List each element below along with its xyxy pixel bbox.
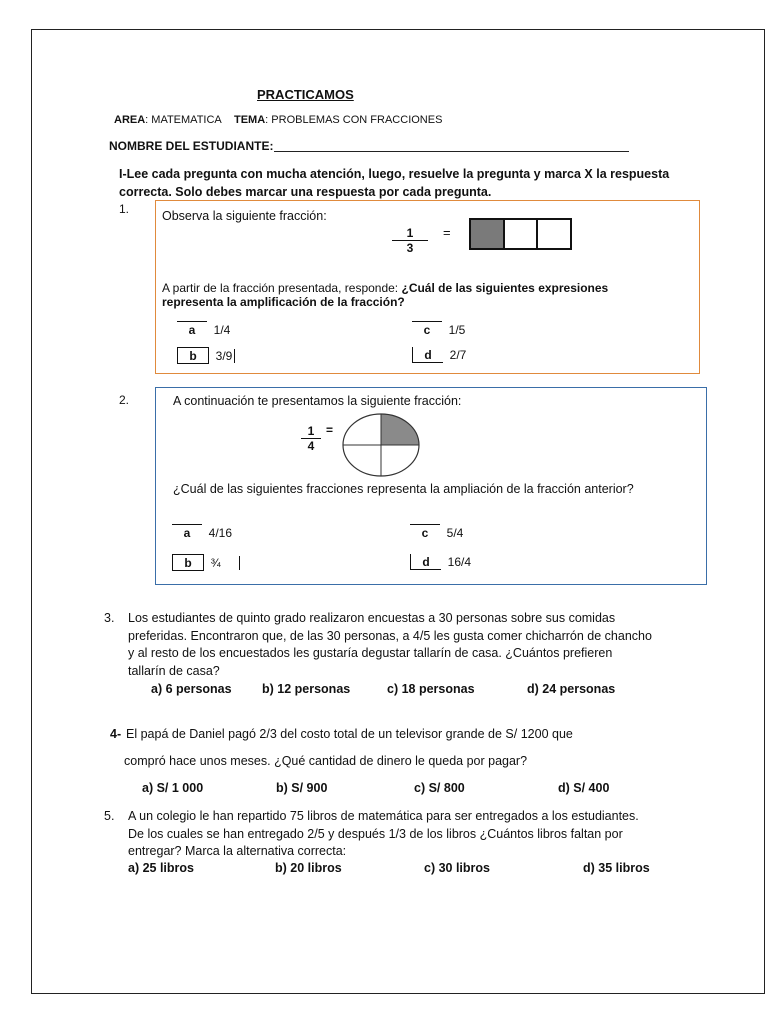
- q2-question: ¿Cuál de las siguientes fracciones representa la ampliación de la fracción anterior?: [173, 482, 634, 496]
- q1-option-d-text: 2/7: [449, 348, 467, 362]
- q2-number: 2.: [119, 393, 130, 407]
- q2-option-c-letter: c: [410, 524, 440, 540]
- page-title: PRACTICAMOS: [257, 87, 354, 102]
- q4-answer-b[interactable]: b) S/ 900: [276, 781, 328, 795]
- q5-answer-d[interactable]: d) 35 libros: [583, 861, 650, 875]
- q3-number: 3.: [104, 611, 115, 625]
- student-name-label: NOMBRE DEL ESTUDIANTE:: [109, 139, 274, 153]
- q1-fraction-numerator: 1: [406, 226, 414, 240]
- q2-option-c[interactable]: [410, 524, 463, 540]
- q5-text: A un colegio le han repartido 75 libros de matemática para ser entregados a los estudiantes. De los cuales se han entregado 2/5 y después 1/3 de los libros ¿Cuántos libros faltan por entregar? Marca la alternativa correcta:: [128, 809, 639, 858]
- tema-label: TEMA: [234, 114, 266, 126]
- q2-option-a-letter: a: [172, 524, 202, 540]
- q1-option-c-letter: c: [412, 321, 442, 337]
- q3-answer-a[interactable]: a) 6 personas: [151, 682, 232, 696]
- q1-option-a-text: 1/4: [213, 323, 231, 337]
- q2-box: [155, 387, 707, 585]
- q1-prompt: Observa la siguiente fracción:: [162, 209, 327, 223]
- q2-option-b-text: ¾: [210, 556, 221, 570]
- q1-diagram-part: [505, 220, 539, 248]
- q1-option-c[interactable]: [412, 321, 465, 337]
- q1-number: 1.: [119, 202, 130, 216]
- q1-option-b-text: 3/9: [215, 349, 233, 363]
- q2-fraction-numerator: 1: [307, 424, 315, 438]
- q1-option-a-letter: a: [177, 321, 207, 337]
- q3-answer-b[interactable]: b) 12 personas: [262, 682, 351, 696]
- student-name-field[interactable]: [274, 151, 629, 152]
- q3-answer-c[interactable]: c) 18 personas: [387, 682, 475, 696]
- q1-option-d-letter: d: [412, 347, 443, 363]
- q2-circle-diagram: [341, 412, 421, 478]
- instructions: I-Lee cada pregunta con mucha atención, luego, resuelve la pregunta y marca X la respuesta correcta. Solo debes marcar una respuesta por cada pregunta.: [119, 167, 670, 199]
- q4-number: 4-: [110, 727, 122, 741]
- subject-line: [114, 114, 442, 126]
- q5-number: 5.: [104, 809, 115, 823]
- q2-fraction-denominator: 4: [301, 438, 321, 453]
- q1-option-c-text: 1/5: [448, 323, 466, 337]
- q4-line-2: compró hace unos meses. ¿Qué cantidad de dinero le queda por pagar?: [124, 754, 528, 768]
- q1-diagram-shaded-part: [471, 220, 505, 248]
- area-value: : MATEMATICA: [145, 114, 222, 126]
- q1-option-a[interactable]: [177, 321, 230, 337]
- q5-answer-c[interactable]: c) 30 libros: [424, 861, 490, 875]
- q2-fraction: [301, 424, 321, 453]
- area-label: AREA: [114, 114, 146, 126]
- q2-option-b-letter: b: [172, 554, 204, 571]
- q1-equals: =: [443, 225, 451, 240]
- q2-equals: =: [326, 423, 334, 437]
- q2-option-d-text: 16/4: [447, 555, 472, 569]
- q1-option-b-letter: b: [177, 347, 209, 364]
- q3-text: Los estudiantes de quinto grado realizaron encuestas a 30 personas sobre sus comidas preferidas. Encontraron que, de las 30 personas, a 4/5 les gusta comer chicharrón de chancho y al resto de los encuestados les gustaría degustar tallarín de casa. ¿Cuántos prefieren tallarín de casa?: [128, 611, 652, 678]
- q1-question-plain: A partir de la fracción presentada, responde:: [162, 281, 402, 295]
- q5-answer-a[interactable]: a) 25 libros: [128, 861, 194, 875]
- q1-box: [155, 200, 700, 374]
- q4-answer-c[interactable]: c) S/ 800: [414, 781, 465, 795]
- q4-answer-a[interactable]: a) S/ 1 000: [142, 781, 204, 795]
- q4-line-1: El papá de Daniel pagó 2/3 del costo total de un televisor grande de S/ 1200 que: [126, 727, 573, 741]
- q3-answer-d[interactable]: d) 24 personas: [527, 682, 616, 696]
- q2-option-c-text: 5/4: [446, 526, 464, 540]
- q2-option-b[interactable]: [172, 554, 240, 571]
- q1-option-b[interactable]: [177, 347, 235, 364]
- q5-answer-b[interactable]: b) 20 libros: [275, 861, 342, 875]
- q2-option-d[interactable]: [410, 554, 471, 570]
- q1-fraction: [392, 226, 428, 255]
- q1-question-bold: ¿Cuál de las siguientes expresiones representa la amplificación de la fracción?: [162, 281, 609, 309]
- q2-option-d-letter: d: [410, 554, 441, 570]
- q1-question: [162, 281, 662, 309]
- q1-fraction-denominator: 3: [392, 240, 428, 255]
- q1-diagram-part: [538, 220, 570, 248]
- q1-fraction-diagram: [469, 218, 572, 250]
- q4-answer-d[interactable]: d) S/ 400: [558, 781, 610, 795]
- q1-option-d[interactable]: [412, 347, 466, 363]
- q2-option-a[interactable]: [172, 524, 232, 540]
- tema-value: : PROBLEMAS CON FRACCIONES: [265, 114, 443, 126]
- q2-prompt: A continuación te presentamos la siguiente fracción:: [173, 394, 462, 408]
- q2-option-a-text: 4/16: [208, 526, 233, 540]
